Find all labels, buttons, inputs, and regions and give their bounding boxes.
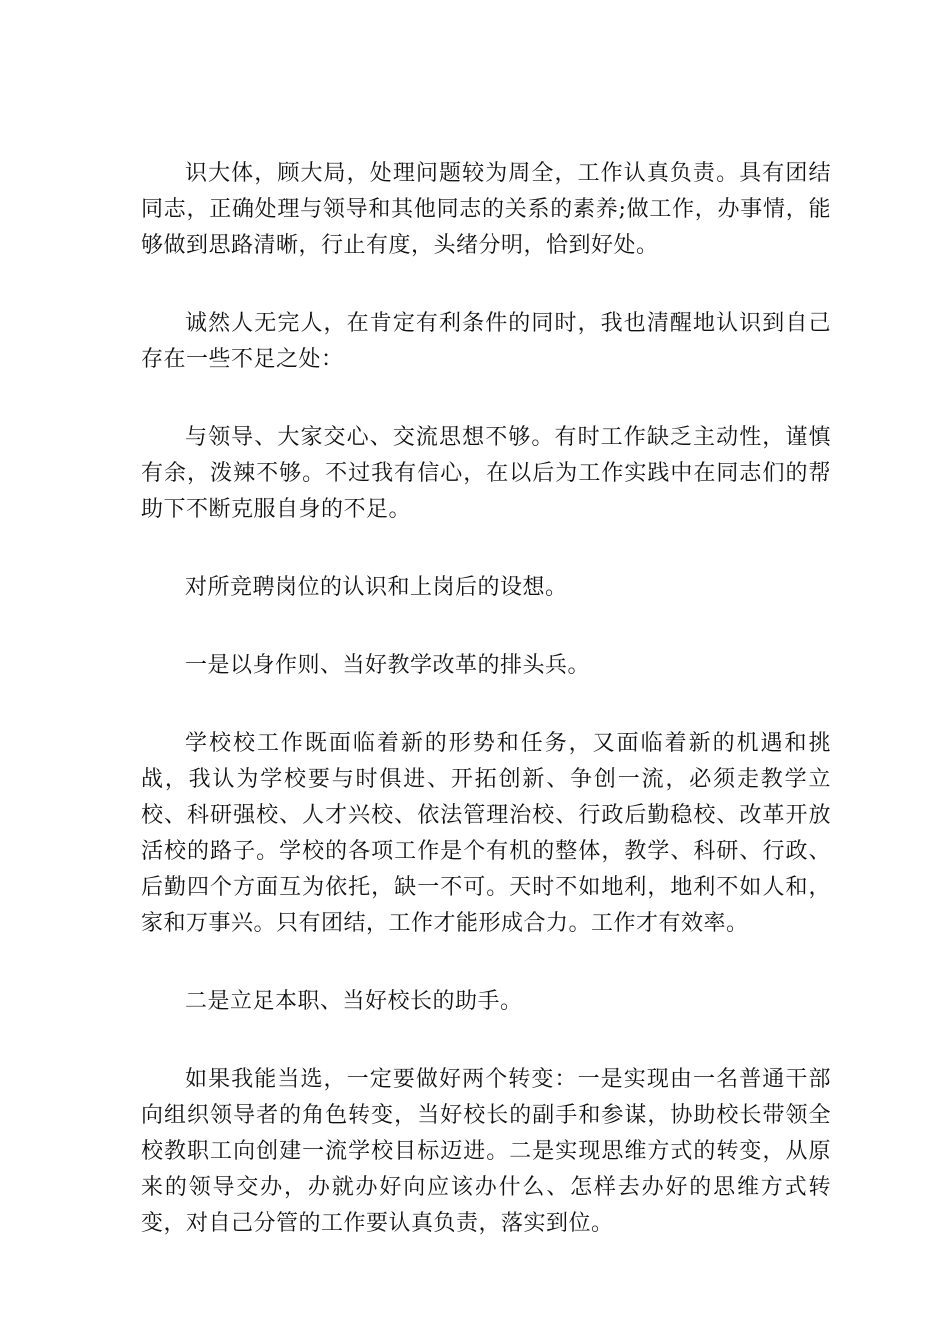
paragraph: 识大体，顾大局，处理问题较为周全，工作认真负责。具有团结同志，正确处理与领导和其他同志的关系的素养;做工作，办事情，能够做到思路清晰，行止有度，头绪分明，恰到好处。 bbox=[141, 161, 831, 258]
document-body bbox=[141, 156, 831, 1284]
paragraph: 与领导、大家交心、交流思想不够。有时工作缺乏主动性，谨慎有余，泼辣不够。不过我有信心，在以后为工作实践中在同志们的帮助下不断克服自身的不足。 bbox=[141, 425, 831, 522]
section-heading: 对所竞聘岗位的认识和上岗后的设想。 bbox=[185, 575, 568, 600]
section-heading: 一是以身作则、当好教学改革的排头兵。 bbox=[185, 653, 591, 678]
paragraph: 如果我能当选，一定要做好两个转变：一是实现由一名普通干部向组织领导者的角色转变，当好校长的副手和参谋，协助校长带领全校教职工向创建一流学校目标迈进。二是实现思维方式的转变，从原来的领导交办，办就办好向应该办什么、怎样去办好的思维方式转变，对自己分管的工作要认真负责，落实到位。 bbox=[141, 1067, 831, 1236]
section-heading: 二是立足本职、当好校长的助手。 bbox=[185, 989, 523, 1014]
paragraph: 诚然人无完人，在肯定有利条件的同时，我也清醒地认识到自己存在一些不足之处： bbox=[141, 311, 831, 372]
paragraph: 学校校工作既面临着新的形势和任务，又面临着新的机遇和挑战，我认为学校要与时俱进、开拓创新、争创一流，必须走教学立校、科研强校、人才兴校、依法管理治校、行政后勤稳校、改革开放活校的路子。学校的各项工作是个有机的整体，教学、科研、行政、后勤四个方面互为依托，缺一不可。天时不如地利，地利不如人和，家和万事兴。只有团结，工作才能形成合力。工作才有效率。 bbox=[141, 731, 831, 936]
